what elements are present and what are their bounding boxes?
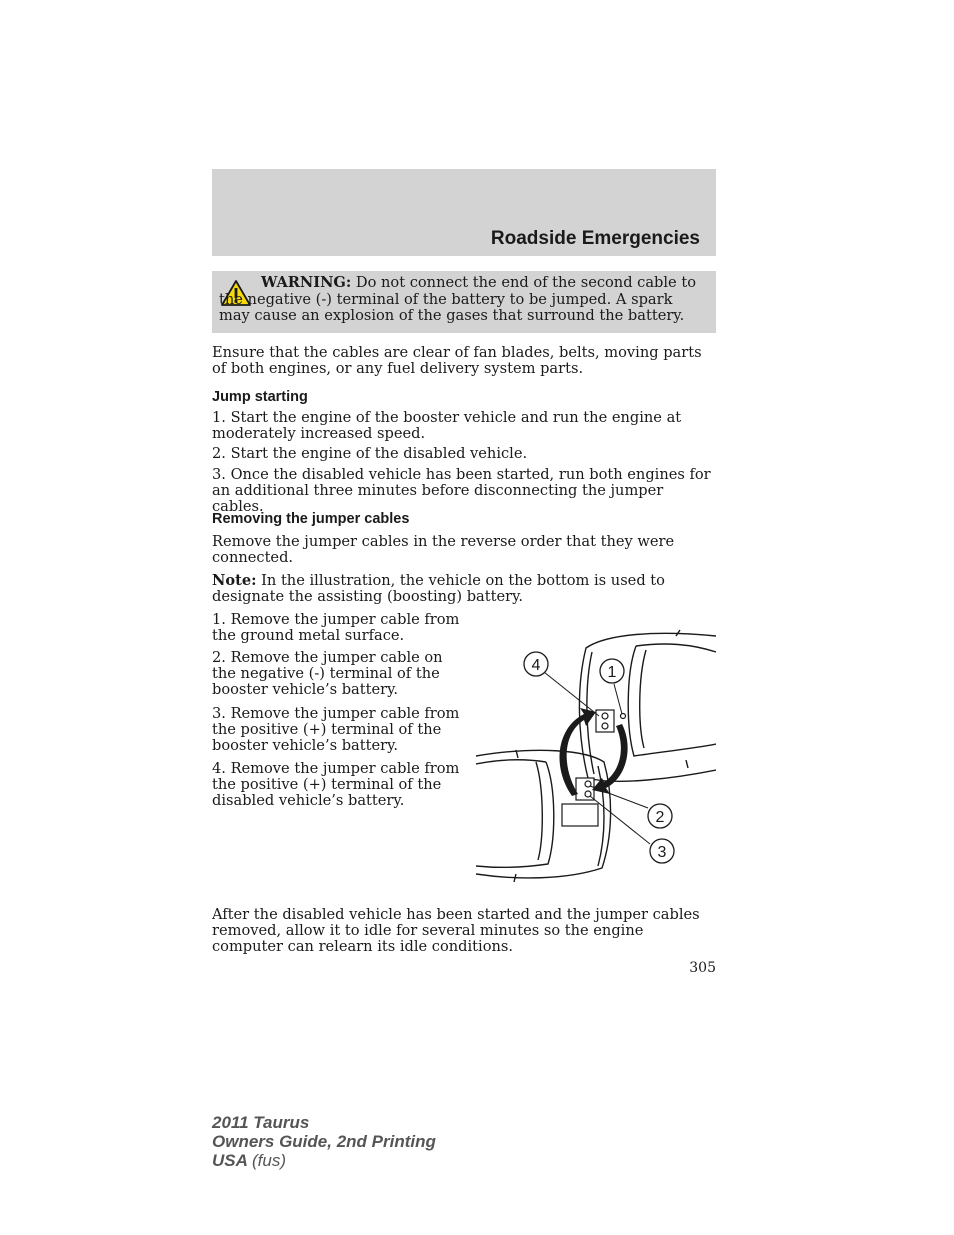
section-header-band [212,169,716,256]
callout-4-label: 4 [531,657,541,674]
remove-step-1: 1. Remove the jumper cable from the ground metal surface. [212,611,460,644]
removing-intro: Remove the jumper cables in the reverse order that they were connected. [212,533,675,566]
callout-3-label: 3 [657,844,667,861]
callout-1-label: 1 [607,664,617,681]
page-number: 305 [689,960,716,976]
footer-imprint [212,1113,436,1170]
jump-step-3: 3. Once the disabled vehicle has been started, run both engines for an additional three minutes before disconnecting the jumper cables. [212,466,711,515]
footer-line-2: Owners Guide, 2nd Printing [212,1132,436,1151]
warning-box [212,271,716,333]
disabled-vehicle-illustration [579,630,716,781]
remove-step-3: 3. Remove the jumper cable from the positive (+) terminal of the booster vehicle’s battery. [212,705,460,754]
warning-text [219,275,702,325]
jump-starting-heading: Jump starting [212,389,308,405]
remove-step-4: 4. Remove the jumper cable from the positive (+) terminal of the disabled vehicle’s battery. [212,760,460,809]
note-text: In the illustration, the vehicle on the bottom is used to designate the assisting (boosting) battery. [212,572,665,605]
callout-2-label: 2 [655,809,665,826]
booster-vehicle-illustration [476,750,611,882]
warning-message: Do not connect the end of the second cable to the negative (-) terminal of the battery to be jumped. A spark may cause an explosion of the gases that surround the battery. [219,274,696,325]
footer-market-code: (fus) [252,1151,286,1170]
warning-label: WARNING: [261,274,352,291]
jump-step-1: 1. Start the engine of the booster vehicle and run the engine at moderately increased speed. [212,409,682,442]
intro-paragraph: Ensure that the cables are clear of fan blades, belts, moving parts of both engines, or any fuel delivery system parts. [212,344,702,377]
footer-line-1: 2011 Taurus [212,1113,310,1132]
jump-step-2: 2. Start the engine of the disabled vehicle. [212,445,528,462]
section-title: Roadside Emergencies [490,228,700,249]
footer-line-3 [212,1151,436,1170]
closing-paragraph: After the disabled vehicle has been started and the jumper cables removed, allow it to idle for several minutes so the engine computer can relearn its idle conditions. [212,906,700,955]
footer-country: USA [212,1151,248,1170]
removing-heading: Removing the jumper cables [212,511,410,527]
note-paragraph [212,573,716,605]
jumper-cable-illustration [476,628,716,883]
note-label: Note: [212,572,257,589]
remove-step-2: 2. Remove the jumper cable on the negative (-) terminal of the booster vehicle’s battery. [212,649,443,698]
